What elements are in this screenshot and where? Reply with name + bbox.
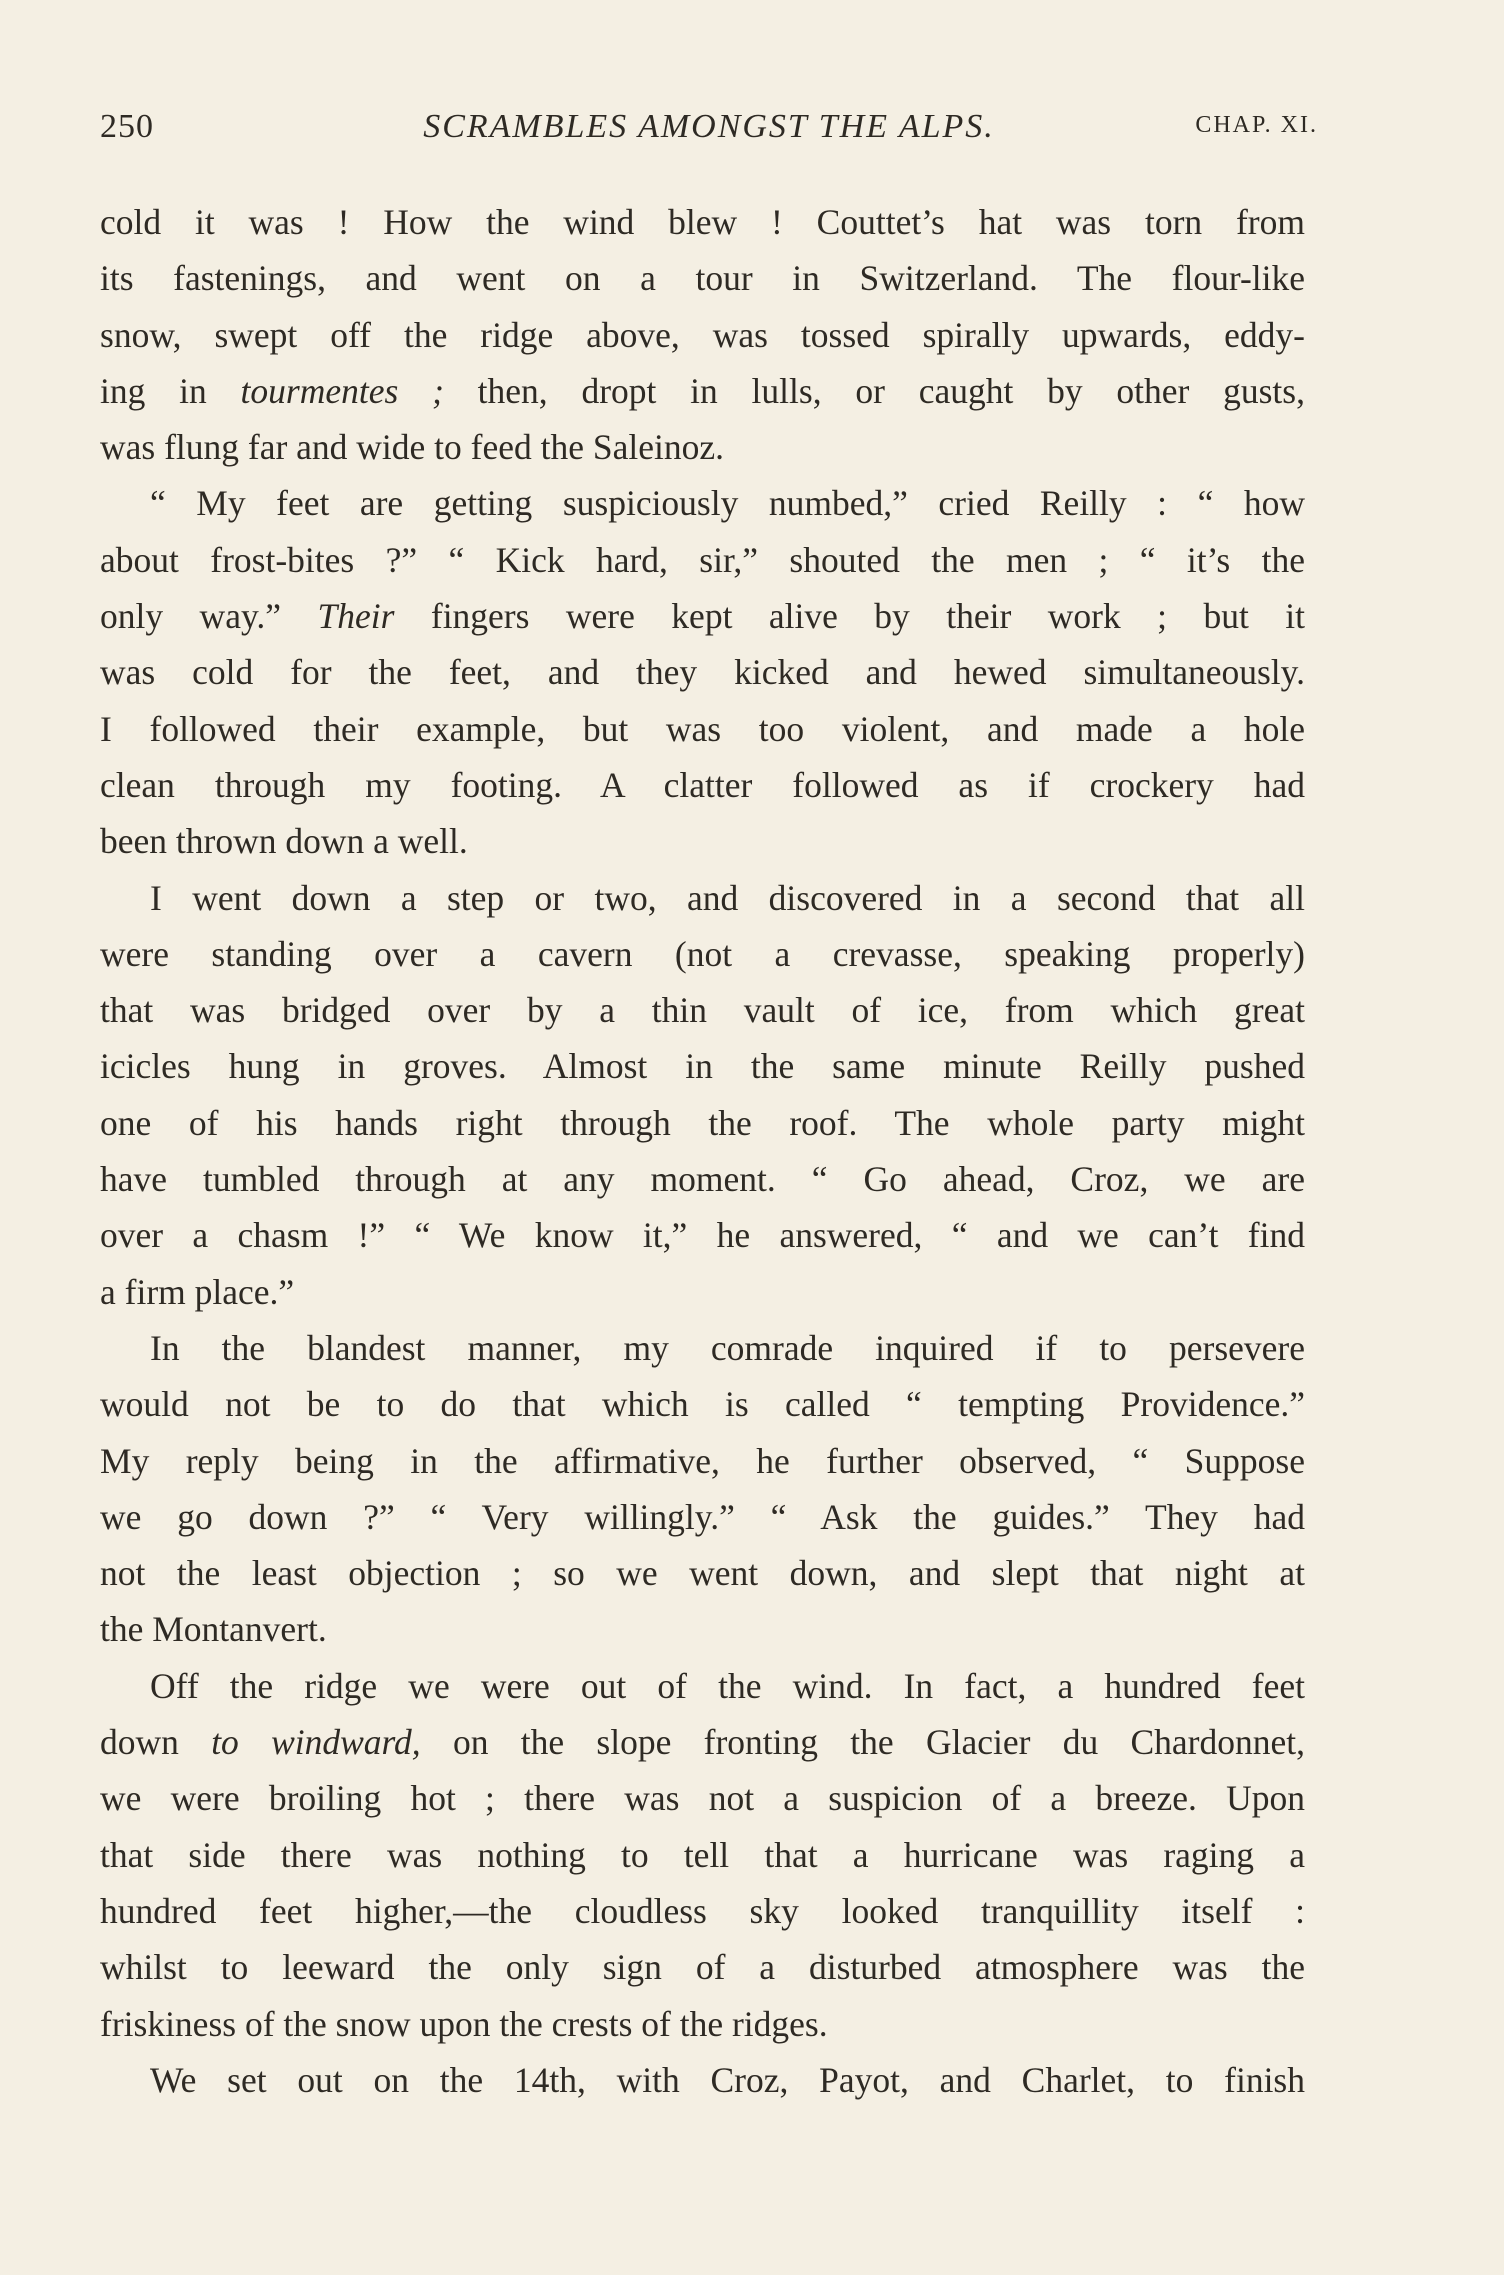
text-segment: then, dropt in lulls, or caught by other gusts, [443, 370, 1305, 411]
text-line: one of his hands right through the roof. The whole party might [100, 1102, 1305, 1143]
text-line: a firm place.” [100, 1271, 295, 1312]
text-line: we go down ?” “ Very willingly.” “ Ask the guides.” They had [100, 1496, 1305, 1537]
text-line: We set out on the 14th, with Croz, Payot, and Charlet, to finish [150, 2059, 1305, 2100]
text-line: whilst to leeward the only sign of a disturbed atmosphere was the [100, 1947, 1305, 1988]
italic-term: to windward, [211, 1722, 421, 1763]
text-line: not the least objection ; so we went down, and slept that night at [100, 1553, 1305, 1594]
text-line: hundred feet higher,—the cloudless sky looked tranquillity itself : [100, 1890, 1305, 1931]
text-line: about frost-bites ?” “ Kick hard, sir,” shouted the men ; “ it’s the [100, 539, 1305, 580]
text-line: Off the ridge we were out of the wind. In fact, a hundred feet [150, 1665, 1305, 1706]
text-line: I went down a step or two, and discovered in a second that all [150, 877, 1305, 918]
text-line: have tumbled through at any moment. “ Go ahead, Croz, we are [100, 1159, 1305, 1200]
text-line [100, 1714, 1305, 1770]
text-line [100, 363, 1305, 419]
text-line: that was bridged over by a thin vault of ice, from which great [100, 990, 1305, 1031]
text-line: we were broiling hot ; there was not a suspicion of a breeze. Upon [100, 1778, 1305, 1819]
text-segment: on the slope fronting the Glacier du Chardonnet, [420, 1722, 1305, 1763]
italic-term: tourmentes ; [240, 370, 444, 411]
text-line: was cold for the feet, and they kicked and hewed simultaneously. [100, 652, 1305, 693]
text-line: that side there was nothing to tell that a hurricane was raging a [100, 1834, 1305, 1875]
text-line: would not be to do that which is called “ tempting Providence.” [100, 1384, 1305, 1425]
text-line: the Montanvert. [100, 1609, 327, 1650]
italic-term: Their [317, 596, 395, 637]
text-line: clean through my footing. A clatter followed as if crockery had [100, 764, 1305, 805]
text-line: over a chasm !” “ We know it,” he answered, “ and we can’t find [100, 1215, 1305, 1256]
text-line: My reply being in the affirmative, he further observed, “ Suppose [100, 1440, 1305, 1481]
text-line: I followed their example, but was too violent, and made a hole [100, 708, 1305, 749]
text-line: icicles hung in groves. Almost in the same minute Reilly pushed [100, 1046, 1305, 1087]
text-line: “ My feet are getting suspiciously numbed,” cried Reilly : “ how [150, 483, 1305, 524]
running-title: SCRAMBLES AMONGST THE ALPS. [423, 108, 995, 145]
text-segment: only way.” [100, 596, 318, 637]
text-segment: fingers were kept alive by their work ; but it [394, 596, 1305, 637]
text-line: friskiness of the snow upon the crests of the ridges. [100, 2003, 828, 2044]
text-line: cold it was ! How the wind blew ! Couttet’s hat was torn from [100, 202, 1305, 242]
body-text [100, 194, 1305, 2108]
text-line [100, 588, 1305, 644]
text-segment: down [100, 1722, 212, 1763]
text-line: In the blandest manner, my comrade inquired if to persevere [150, 1327, 1305, 1368]
text-line: was flung far and wide to feed the Saleinoz. [100, 427, 724, 468]
page-number: 250 [100, 108, 154, 145]
text-line: its fastenings, and went on a tour in Switzerland. The flour-like [100, 258, 1305, 299]
text-line: been thrown down a well. [100, 821, 468, 862]
text-line: were standing over a cavern (not a crevasse, speaking properly) [100, 933, 1305, 974]
text-line: snow, swept off the ridge above, was tossed spirally upwards, eddy- [100, 314, 1305, 355]
text-segment: ing in [100, 370, 241, 411]
page-header [100, 108, 1318, 158]
chapter-label: CHAP. XI. [1195, 112, 1318, 138]
